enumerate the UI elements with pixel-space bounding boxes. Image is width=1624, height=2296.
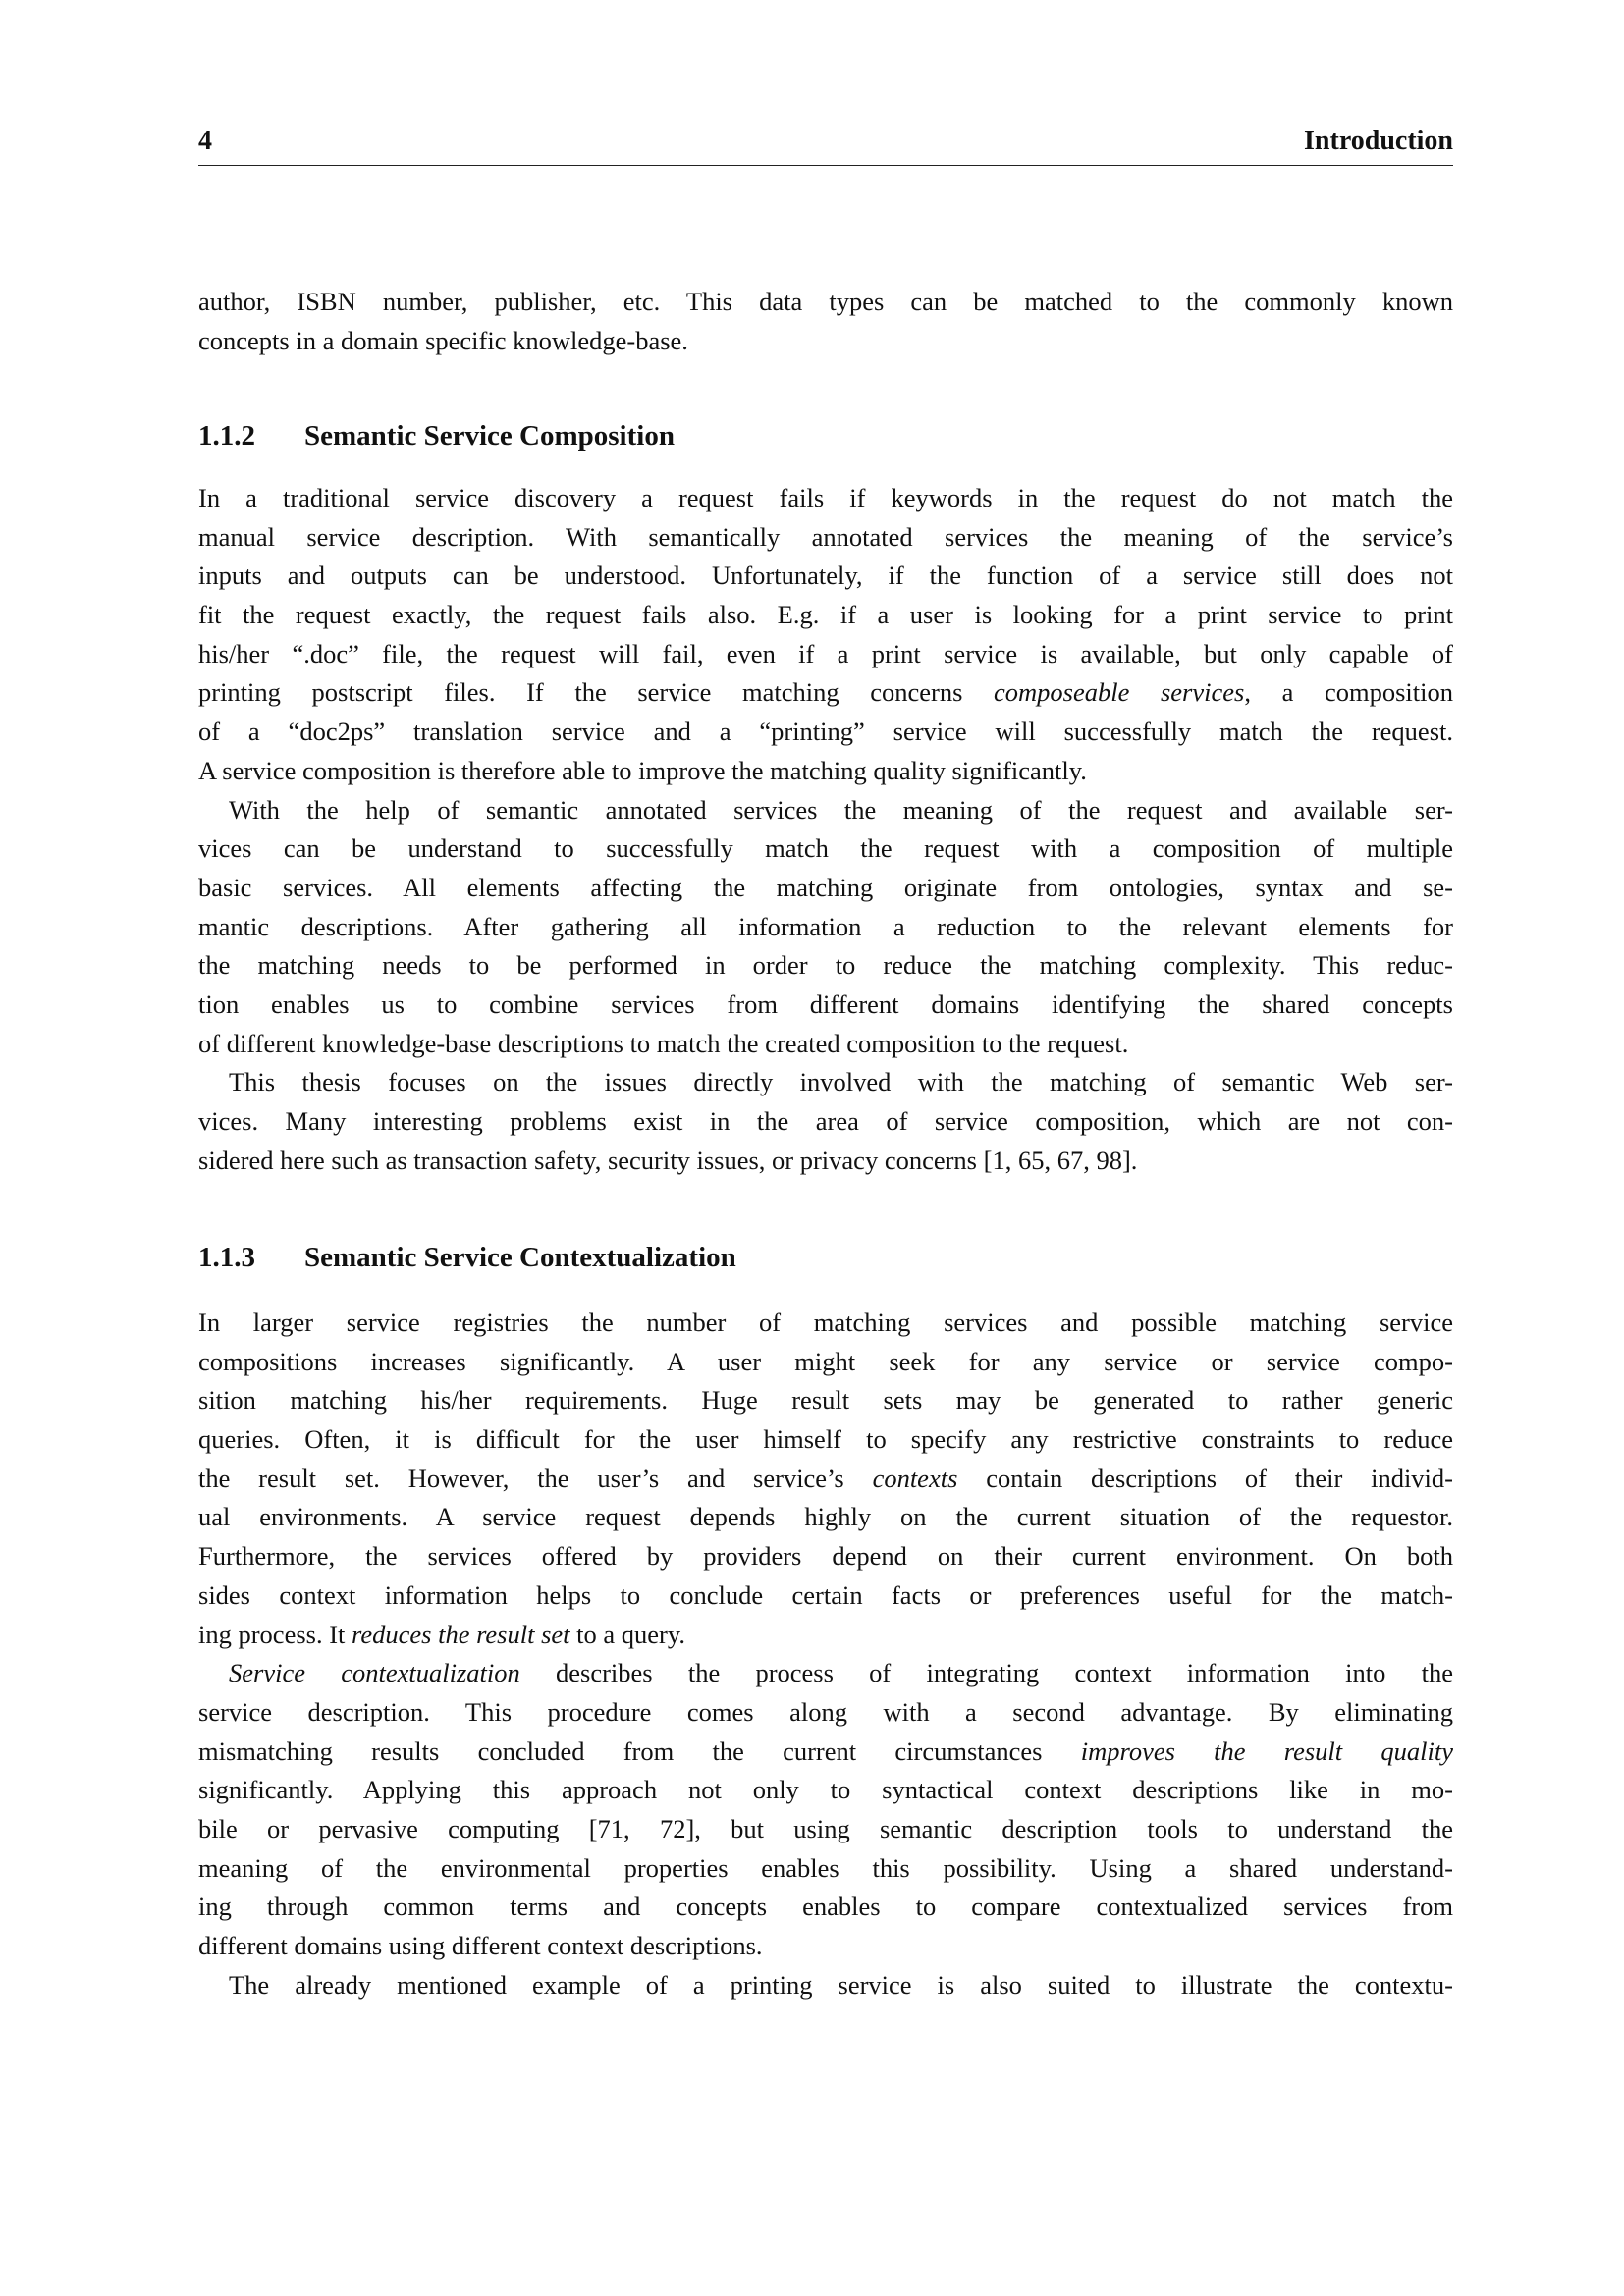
text-segment: vices. Many interesting problems exist in the area of service composition, which are not con- xyxy=(198,1106,1453,1136)
section-title: Semantic Service Composition xyxy=(304,420,675,452)
text-segment: concepts in a domain specific knowledge-base. xyxy=(198,325,688,355)
text-segment: bile or pervasive computing [71, 72], but using semantic description tools to understand the xyxy=(198,1813,1453,1843)
paragraph xyxy=(198,1063,1453,1180)
text-line xyxy=(198,673,1453,713)
text-line xyxy=(198,1304,1453,1343)
text-segment: manual service description. With semantically annotated services the meaning of the service’s xyxy=(198,521,1453,552)
text-line xyxy=(198,1576,1453,1616)
text-segment: the result set. However, the user’s and service’s xyxy=(198,1463,873,1493)
paragraph xyxy=(198,1966,1453,2005)
text-line xyxy=(198,1460,1453,1499)
text-line xyxy=(198,1888,1453,1927)
section-number: 1.1.3 xyxy=(198,1242,255,1273)
text-line xyxy=(198,1537,1453,1576)
text-segment: queries. Often, it is difficult for the user himself to specify any restrictive constraints to reduce xyxy=(198,1424,1453,1455)
emphasized-text: contexts xyxy=(872,1463,958,1493)
text-segment: author, ISBN number, publisher, etc. This data types can be matched to the commonly known xyxy=(198,287,1453,316)
text-segment: sition matching his/her requirements. Huge result sets may be generated to rather generic xyxy=(198,1385,1453,1415)
text-segment: the matching needs to be performed in order to reduce the matching complexity. This reduc- xyxy=(198,950,1453,981)
text-line xyxy=(198,1771,1453,1810)
text-block-intro xyxy=(198,283,1453,360)
text-line xyxy=(198,791,1453,830)
text-segment: of different knowledge-base descriptions to match the created composition to the request. xyxy=(198,1028,1129,1058)
text-line xyxy=(198,869,1453,908)
paragraph xyxy=(198,1654,1453,1966)
text-line xyxy=(198,1693,1453,1733)
chapter-title: Introduction xyxy=(1304,126,1453,156)
emphasized-text: improves the result quality xyxy=(1080,1735,1453,1766)
page-number: 4 xyxy=(198,126,212,156)
text-line xyxy=(198,1849,1453,1889)
emphasized-text: Service contextualization xyxy=(229,1658,520,1688)
text-segment: This thesis focuses on the issues directly involved with the matching of semantic Web ser- xyxy=(229,1067,1453,1097)
text-line xyxy=(198,479,1453,518)
text-segment: to a query. xyxy=(569,1619,686,1649)
text-segment: significantly. Applying this approach not only to syntactical context descriptions like in mo- xyxy=(198,1775,1453,1805)
text-segment: different domains using different context descriptions. xyxy=(198,1931,763,1960)
text-line xyxy=(198,1616,1453,1655)
text-segment: sides context information helps to conclude certain facts or preferences useful for the match- xyxy=(198,1579,1453,1610)
text-segment: of a “doc2ps” translation service and a “printing” service will successfully match the request. xyxy=(198,717,1453,747)
text-segment: compositions increases significantly. A user might seek for any service or service compo- xyxy=(198,1346,1453,1376)
section-number: 1.1.2 xyxy=(198,420,255,452)
text-line xyxy=(198,596,1453,635)
text-segment: With the help of semantic annotated services the meaning of the request and available ser- xyxy=(229,794,1453,825)
text-segment: inputs and outputs can be understood. Unfortunately, if the function of a service still does not xyxy=(198,561,1453,591)
text-line xyxy=(198,713,1453,752)
section-heading-1-1-3 xyxy=(198,1238,736,1277)
text-line xyxy=(198,1102,1453,1142)
text-segment: mismatching results concluded from the current circumstances xyxy=(198,1735,1081,1766)
paragraph xyxy=(198,479,1453,791)
text-segment: vices can be understand to successfully match the request with a composition of multiple xyxy=(198,833,1453,864)
text-line xyxy=(198,1420,1453,1460)
text-line xyxy=(198,1654,1453,1693)
section-heading-1-1-2 xyxy=(198,416,675,455)
text-segment: sidered here such as transaction safety, security issues, or privacy concerns [1, 65, 67, 98]. xyxy=(198,1145,1138,1175)
text-segment: Furthermore, the services offered by providers depend on their current environment. On both xyxy=(198,1541,1453,1572)
text-line xyxy=(198,946,1453,986)
text-segment: ual environments. A service request depends highly on the current situation of the requestor. xyxy=(198,1502,1453,1532)
text-line xyxy=(198,1343,1453,1382)
text-segment: fit the request exactly, the request fails also. E.g. if a user is looking for a print service to print xyxy=(198,600,1453,630)
text-line xyxy=(198,1733,1453,1772)
text-segment: , a composition xyxy=(1244,677,1453,708)
text-line xyxy=(198,557,1453,596)
text-segment: mantic descriptions. After gathering all information a reduction to the relevant elements for xyxy=(198,911,1453,941)
text-line xyxy=(198,1927,1453,1966)
text-line xyxy=(198,1063,1453,1102)
text-line xyxy=(198,1498,1453,1537)
text-segment: service description. This procedure comes along with a second advantage. By eliminating xyxy=(198,1696,1453,1727)
text-block-contextualization xyxy=(198,1304,1453,2004)
text-segment: describes the process of integrating context information into the xyxy=(519,1658,1454,1688)
text-line xyxy=(198,1381,1453,1420)
text-line xyxy=(198,518,1453,558)
emphasized-text: reduces the result set xyxy=(352,1619,570,1649)
text-segment: tion enables us to combine services from different domains identifying the shared concepts xyxy=(198,988,1453,1019)
text-line xyxy=(198,322,1453,361)
text-segment: A service composition is therefore able to improve the matching quality significantly. xyxy=(198,755,1087,785)
running-header xyxy=(198,126,1453,161)
header-rule xyxy=(198,165,1453,166)
text-line xyxy=(198,1025,1453,1064)
text-segment: In larger service registries the number of matching services and possible matching service xyxy=(198,1308,1453,1337)
text-segment: ing process. It xyxy=(198,1619,352,1649)
text-line xyxy=(198,986,1453,1025)
text-line xyxy=(198,635,1453,674)
text-line xyxy=(198,1810,1453,1849)
paragraph xyxy=(198,283,1453,360)
text-block-composition xyxy=(198,479,1453,1180)
text-line xyxy=(198,908,1453,947)
text-segment: his/her “.doc” file, the request will fail, even if a print service is available, but only capable of xyxy=(198,638,1453,668)
emphasized-text: composeable services xyxy=(994,677,1245,708)
paragraph xyxy=(198,1304,1453,1654)
text-line xyxy=(198,1142,1453,1181)
text-segment: meaning of the environmental properties enables this possibility. Using a shared understand- xyxy=(198,1852,1453,1883)
text-segment: The already mentioned example of a printing service is also suited to illustrate the contextu- xyxy=(229,1969,1453,2000)
text-line xyxy=(198,752,1453,791)
text-line xyxy=(198,283,1453,322)
text-segment: In a traditional service discovery a request fails if keywords in the request do not match the xyxy=(198,483,1453,512)
text-line xyxy=(198,829,1453,869)
section-title: Semantic Service Contextualization xyxy=(304,1242,736,1273)
text-line xyxy=(198,1966,1453,2005)
text-segment: contain descriptions of their individ- xyxy=(957,1463,1453,1493)
text-segment: ing through common terms and concepts enables to compare contextualized services from xyxy=(198,1892,1453,1922)
paragraph xyxy=(198,791,1453,1064)
text-segment: basic services. All elements affecting the matching originate from ontologies, syntax and se- xyxy=(198,872,1453,902)
text-segment: printing postscript files. If the service matching concerns xyxy=(198,677,995,708)
